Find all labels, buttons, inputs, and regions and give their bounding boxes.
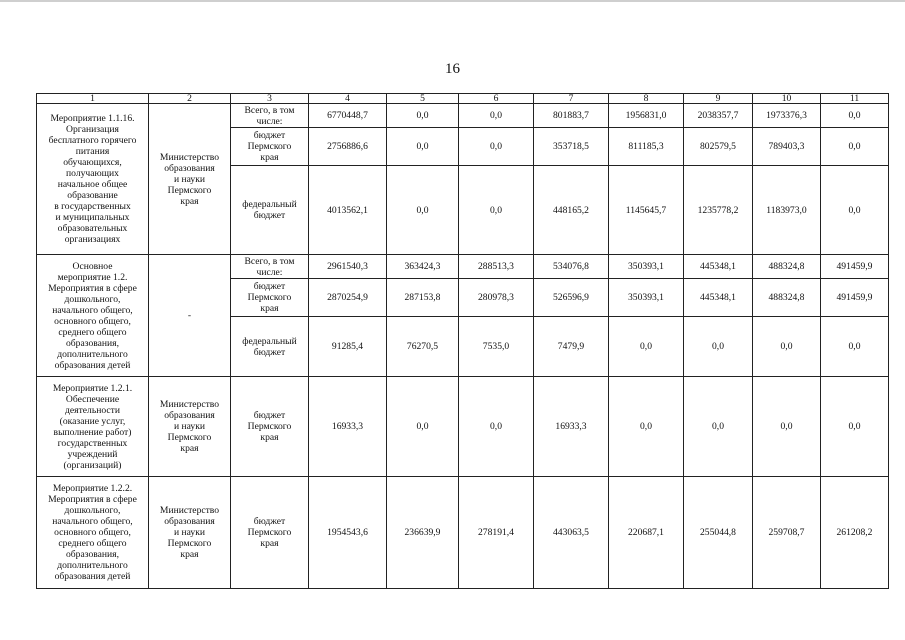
executor-cell: Министерство образования и науки Пермского края	[149, 104, 231, 255]
table-row	[37, 377, 889, 477]
value-cell: 2870254,9	[309, 279, 387, 317]
value-cell: 0,0	[459, 166, 534, 255]
measure-name-cell: Основное мероприятие 1.2. Мероприятия в сфере дошкольного, начального общего, основного общего, среднего общего образования, дополнительного образования детей	[37, 255, 149, 377]
value-cell: 2756886,6	[309, 128, 387, 166]
value-cell: 288513,3	[459, 255, 534, 279]
scan-edge-line	[0, 0, 905, 2]
column-header: 10	[753, 94, 821, 104]
column-header: 11	[821, 94, 889, 104]
value-cell: 443063,5	[534, 477, 609, 589]
value-cell: 0,0	[609, 317, 684, 377]
value-cell: 801883,7	[534, 104, 609, 128]
value-cell: 236639,9	[387, 477, 459, 589]
value-cell: 1183973,0	[753, 166, 821, 255]
column-header: 2	[149, 94, 231, 104]
table-row	[37, 477, 889, 589]
value-cell: 448165,2	[534, 166, 609, 255]
value-cell: 1973376,3	[753, 104, 821, 128]
value-cell: 91285,4	[309, 317, 387, 377]
funding-source-cell: бюджет Пермского края	[231, 377, 309, 477]
budget-table	[36, 93, 889, 589]
executor-cell: Министерство образования и науки Пермского края	[149, 377, 231, 477]
column-header: 6	[459, 94, 534, 104]
value-cell: 1145645,7	[609, 166, 684, 255]
executor-cell: -	[149, 255, 231, 377]
value-cell: 76270,5	[387, 317, 459, 377]
column-header: 3	[231, 94, 309, 104]
value-cell: 261208,2	[821, 477, 889, 589]
column-header: 9	[684, 94, 753, 104]
value-cell: 220687,1	[609, 477, 684, 589]
value-cell: 488324,8	[753, 279, 821, 317]
value-cell: 0,0	[684, 377, 753, 477]
value-cell: 0,0	[459, 128, 534, 166]
value-cell: 0,0	[821, 377, 889, 477]
column-header: 5	[387, 94, 459, 104]
value-cell: 811185,3	[609, 128, 684, 166]
funding-source-cell: Всего, в том числе:	[231, 255, 309, 279]
value-cell: 445348,1	[684, 279, 753, 317]
value-cell: 0,0	[609, 377, 684, 477]
value-cell: 0,0	[387, 377, 459, 477]
column-header: 1	[37, 94, 149, 104]
value-cell: 350393,1	[609, 255, 684, 279]
value-cell: 4013562,1	[309, 166, 387, 255]
value-cell: 0,0	[821, 317, 889, 377]
measure-name-cell: Мероприятие 1.1.16. Организация бесплатного горячего питания обучающихся, получающих начальное общее образование в государственных и муниципальных образовательных организациях	[37, 104, 149, 255]
value-cell: 0,0	[821, 128, 889, 166]
value-cell: 353718,5	[534, 128, 609, 166]
value-cell: 259708,7	[753, 477, 821, 589]
value-cell: 789403,3	[753, 128, 821, 166]
value-cell: 526596,9	[534, 279, 609, 317]
table-row	[37, 104, 889, 128]
funding-source-cell: федеральный бюджет	[231, 317, 309, 377]
page-number: 16	[445, 61, 460, 77]
value-cell: 0,0	[684, 317, 753, 377]
value-cell: 1954543,6	[309, 477, 387, 589]
value-cell: 0,0	[753, 377, 821, 477]
value-cell: 6770448,7	[309, 104, 387, 128]
value-cell: 488324,8	[753, 255, 821, 279]
value-cell: 0,0	[387, 166, 459, 255]
value-cell: 1956831,0	[609, 104, 684, 128]
value-cell: 280978,3	[459, 279, 534, 317]
value-cell: 0,0	[387, 128, 459, 166]
executor-cell: Министерство образования и науки Пермского края	[149, 477, 231, 589]
table-row	[37, 255, 889, 279]
value-cell: 2961540,3	[309, 255, 387, 279]
value-cell: 2038357,7	[684, 104, 753, 128]
measure-name-cell: Мероприятие 1.2.2. Мероприятия в сфере дошкольного, начального общего, основного общего, среднего общего образования, дополнительного образования детей	[37, 477, 149, 589]
column-header: 7	[534, 94, 609, 104]
value-cell: 491459,9	[821, 279, 889, 317]
column-header: 8	[609, 94, 684, 104]
value-cell: 16933,3	[309, 377, 387, 477]
value-cell: 1235778,2	[684, 166, 753, 255]
value-cell: 278191,4	[459, 477, 534, 589]
value-cell: 363424,3	[387, 255, 459, 279]
funding-source-cell: Всего, в том числе:	[231, 104, 309, 128]
value-cell: 491459,9	[821, 255, 889, 279]
funding-source-cell: бюджет Пермского края	[231, 128, 309, 166]
measure-name-cell: Мероприятие 1.2.1. Обеспечение деятельности (оказание услуг, выполнение работ) государственных учреждений (организаций)	[37, 377, 149, 477]
value-cell: 350393,1	[609, 279, 684, 317]
funding-source-cell: бюджет Пермского края	[231, 477, 309, 589]
value-cell: 0,0	[821, 104, 889, 128]
value-cell: 16933,3	[534, 377, 609, 477]
value-cell: 7479,9	[534, 317, 609, 377]
value-cell: 445348,1	[684, 255, 753, 279]
column-header: 4	[309, 94, 387, 104]
value-cell: 287153,8	[387, 279, 459, 317]
value-cell: 0,0	[753, 317, 821, 377]
value-cell: 0,0	[387, 104, 459, 128]
value-cell: 7535,0	[459, 317, 534, 377]
value-cell: 255044,8	[684, 477, 753, 589]
value-cell: 0,0	[459, 377, 534, 477]
column-number-row	[37, 94, 889, 104]
value-cell: 534076,8	[534, 255, 609, 279]
value-cell: 0,0	[459, 104, 534, 128]
value-cell: 802579,5	[684, 128, 753, 166]
funding-source-cell: федеральный бюджет	[231, 166, 309, 255]
value-cell: 0,0	[821, 166, 889, 255]
funding-source-cell: бюджет Пермского края	[231, 279, 309, 317]
